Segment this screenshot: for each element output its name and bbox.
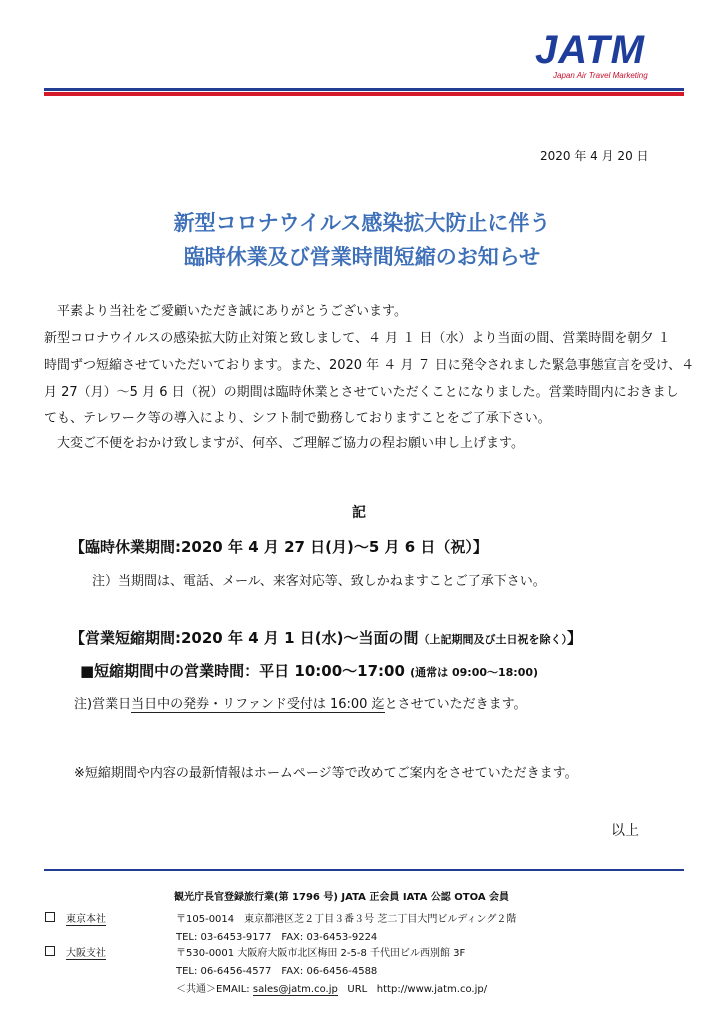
body-line-3: 時間ずつ短縮させていただいております。また、2020 年 ４ 月 ７ 日に発令されました緊急事態宣言を受け、４ (44, 358, 695, 373)
title-line-1: 新型コロナウイルス感染拡大防止に伴う (173, 211, 551, 235)
shortened-hours (80, 660, 538, 681)
body-line-5: ても、テレワーク等の導入により、シフト制で勤務しておりますことをご了承下さい。 (44, 411, 551, 426)
registration-info: 観光庁長官登録旅行業(第 1796 号) JATA 正会員 IATA 公認 OTOA 会員 (174, 892, 510, 903)
body-line-2: 新型コロナウイルスの感染拡大防止対策と致しまして、４ 月 １ 日（水）より当面の間、営業時間を朝夕 １ (44, 331, 671, 346)
regular-hours: (通常は 09:00～18:00) (410, 666, 539, 679)
footer-divider (44, 869, 684, 871)
shortened-hours-main: ■短縮期間中の営業時間：平日 10:00～17:00 (80, 662, 405, 680)
body-line-4: 月 27（月）～5 月 6 日（祝）の期間は臨時休業とさせていただくことになりました。営業時間内におきまし (44, 385, 679, 400)
tokyo-phone-fax: TEL: 03-6453-9177 FAX: 03-6453-9224 (176, 932, 378, 943)
title-line-2: 臨時休業及び営業時間短縮のお知らせ (183, 245, 541, 269)
shortened-period-main: 【営業短縮期間:2020 年 4 月 1 日(水)～当面の間 (70, 629, 419, 647)
common-prefix: ＜共通＞EMAIL: (176, 984, 250, 995)
tokyo-office-label: 東京本社 (66, 910, 106, 926)
osaka-checkbox-icon (45, 946, 55, 956)
tokyo-address: 〒105-0014 東京都港区芝２丁目３番３号 芝二丁目大門ビルディング２階 (176, 914, 517, 925)
shortened-period-exclusion: （上記期間及び土日祝を除く） (418, 633, 567, 646)
common-contact (176, 980, 487, 995)
closing-ijou: 以上 (611, 823, 639, 839)
company-logo (535, 30, 685, 82)
body-line-1: 平素より当社をご愛顧いただき誠にありがとうございます。 (44, 304, 407, 319)
ticketing-deadline: 当日中の発券・リファンド受付は 16:00 迄 (131, 697, 385, 712)
ki-heading: 記 (352, 505, 366, 521)
shortened-period (70, 627, 582, 648)
website-link[interactable]: http://www.jatm.co.jp/ (376, 984, 488, 995)
closure-period: 【臨時休業期間:2020 年 4 月 27 日(月)～5 月 6 日（祝）】 (70, 538, 488, 556)
ticketing-note-suffix: とさせていただきます。 (384, 697, 527, 712)
osaka-address: 〒530-0001 大阪府大阪市北区梅田 2-5-8 千代田ビル西別館 3F (176, 948, 466, 959)
logo-tagline: Japan Air Travel Marketing (553, 71, 648, 80)
shortened-period-end: 】 (566, 629, 582, 647)
logo-wordmark: JATM (535, 28, 645, 72)
header-divider-red (44, 92, 684, 96)
osaka-phone-fax: TEL: 06-6456-4577 FAX: 06-6456-4588 (176, 966, 378, 977)
body-line-6: 大変ご不便をおかけ致しますが、何卒、ご理解ご協力の程お願い申し上げます。 (44, 436, 524, 451)
url-label: URL (347, 984, 368, 995)
ticketing-note-prefix: 注)営業日 (74, 697, 132, 712)
header-divider-blue (44, 88, 684, 91)
latest-info-note: ※短縮期間や内容の最新情報はホームページ等で改めてご案内をさせていただきます。 (74, 766, 578, 781)
document-date: 2020 年 4 月 20 日 (540, 149, 649, 163)
closure-note: 注）当期間は、電話、メール、来客対応等、致しかねますことご了承下さい。 (92, 574, 546, 589)
osaka-office-label: 大阪支社 (66, 944, 106, 960)
email-link[interactable]: sales@jatm.co.jp (252, 984, 338, 995)
ticketing-note (74, 693, 527, 712)
tokyo-checkbox-icon (45, 912, 55, 922)
